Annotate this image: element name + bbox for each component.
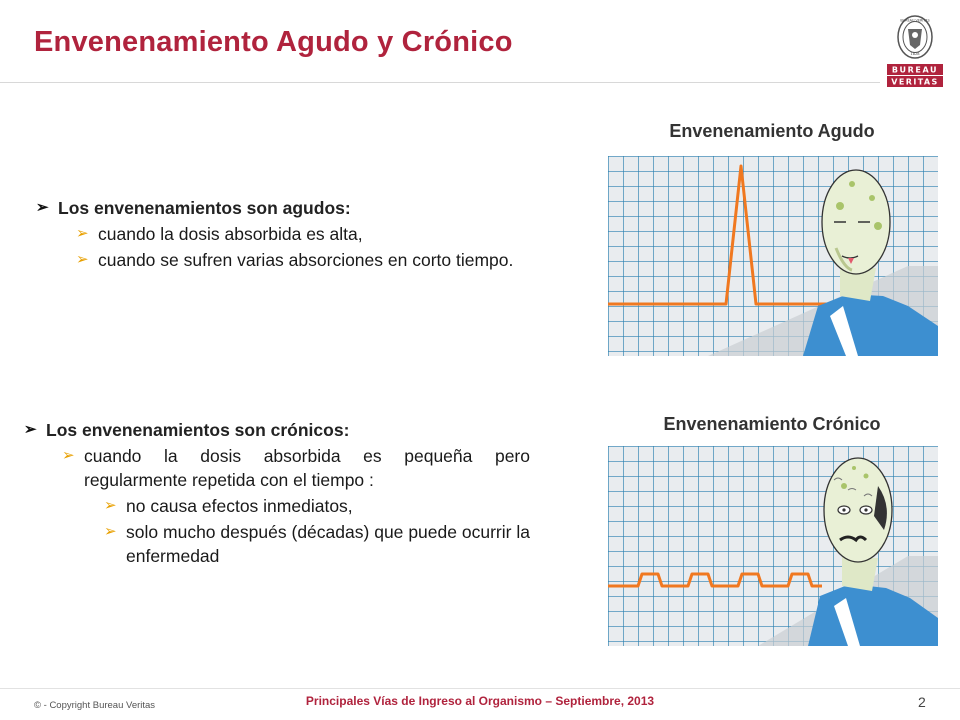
title-divider — [0, 82, 880, 83]
footer-title: Principales Vías de Ingreso al Organismo – Septiembre, 2013 — [305, 694, 655, 708]
logo-year: 1828 — [910, 52, 920, 56]
copyright: © - Copyright Bureau Veritas — [34, 700, 156, 711]
footer-divider — [0, 688, 960, 689]
chronic-heading: ➢ Los envenenamientos son crónicos: — [24, 420, 350, 440]
chronic-subitem-1: ➢ no causa efectos inmediatos, — [104, 496, 353, 516]
acute-bullets — [36, 196, 530, 272]
acute-poisoning-illustration — [608, 156, 938, 356]
chronic-bullets — [24, 418, 530, 568]
arrowhead-bullet-icon: ➢ — [36, 199, 49, 216]
page-number: 2 — [918, 694, 926, 710]
arrowhead-bullet-icon: ➢ — [76, 251, 89, 268]
acute-heading: ➢ Los envenenamientos son agudos: — [36, 198, 351, 218]
acute-item-2: ➢ cuando se sufren varias absorciones en corto tiempo. — [76, 250, 514, 270]
chronic-item: ➢ cuando la dosis absorbida es pequeña pero regularmente repetida con el tiempo : — [62, 446, 530, 490]
chronic-subitem-2: ➢ solo mucho después (décadas) que puede ocurrir la enfermedad — [104, 522, 530, 566]
logo-wordmark-top: BUREAU — [891, 65, 939, 75]
chronic-image-title: Envenenamiento Crónico — [663, 414, 881, 434]
acute-item-1: ➢ cuando la dosis absorbida es alta, — [76, 224, 363, 244]
slide-title: Envenenamiento Agudo y Crónico — [34, 26, 513, 58]
arrowhead-bullet-icon: ➢ — [104, 523, 117, 540]
acute-image-title: Envenenamiento Agudo — [669, 121, 875, 141]
logo-wordmark-bottom: VERITAS — [891, 77, 939, 87]
chronic-poisoning-illustration — [608, 446, 938, 646]
bureau-veritas-logo — [884, 10, 946, 90]
arrowhead-bullet-icon: ➢ — [76, 225, 89, 242]
arrowhead-bullet-icon: ➢ — [62, 447, 75, 464]
arrowhead-bullet-icon: ➢ — [24, 421, 37, 438]
logo-ring-text: BUREAU VERITAS — [900, 18, 930, 23]
arrowhead-bullet-icon: ➢ — [104, 497, 117, 514]
